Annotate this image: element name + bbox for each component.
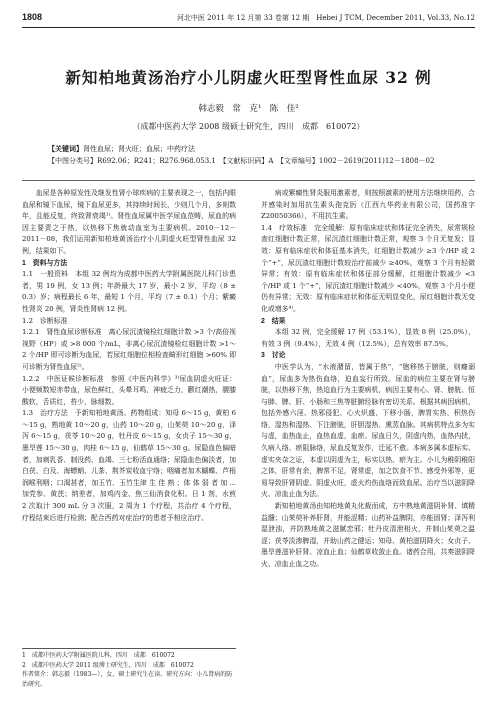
right-column [261,188,475,571]
footnote: 1 成都中医药大学附属医院儿科，四川 成都 610072 [22,652,175,659]
section-rule [22,180,475,181]
paragraph: 1.3 治疗方法 予新知柏地黄汤。药物组成：知母 6～15 g，黄柏 6～15 g，熟地黄 10～20 g，山药 10～20 g，山茱萸 10～20 g，泽泻 6～15 g，茯苓 10～20 g，牡丹皮 6～15 g，女贞子 15～30 g，墨旱莲 15～30 g，肉桂 6～15 g，仙鹤草 15～30 g。尿隐血色偏暗者，加刺乳香、制没药、血竭、三七粉活血通络；尿隐血色偏淡者，加白茯、白及、海螵蛸、儿茶、荆芥炭收血宁络；咽痛者加木蝴蝶、芦根润喉利咽；口渴甚者，加玉竹、玉竹生津 生 佳 熟 ；体 体 弱 者 加 ...加党参、黄芪；纳差者，加鸡内金、焦三仙消食化积。日 1 剂，水煎 2 次取汁 300 mL 分 3 次服，2 周为 1 个疗程，共治疗 4 个疗程，疗程结束后进行检测；配合西药对症治疗的患者予相应治疗。 [22,409,236,522]
journal-line: 河北中医 2011 年 12 月第 33 卷第 12 期 Hebei J TCM, December 2011, Vol.33, No.12 [176,14,475,22]
section-heading: 2 结果 [261,317,286,325]
left-column [22,188,236,524]
article-affiliation: （成都中医药大学 2008 级硕士研究生，四川 成都 610072） [132,122,365,131]
footnotes [22,648,236,689]
keywords-block [48,143,449,167]
paragraph: 1.1 一般资料 本组 32 例均为成都中医药大学附属医院儿科门诊患者，男 19 例，女 13 例；年龄最大 17 岁，最小 2 岁，平均（8 ± 0.3）岁；病程最长 6 年，最短 1 个月，平均（7 ± 0.1）个月；紫癜性肾炎 20 例，肾炎性肾病 12 例。 [22,270,236,313]
header-rule [22,27,475,28]
running-header [22,12,475,26]
section-heading: 3 讨论 [261,352,286,360]
paragraph: 病或紫癜性肾炎服用激素者，则按照激素的使用方法继续用药，合并感染时加用抗生素头孢克肟（江西九华药业有限公司，国药准字 Z20050366），不用抗生素。 [261,189,475,221]
footnote: 2 成都中医药大学 2011 级博士研究生，四川 成都 610072 [22,661,194,669]
footnote: 作者简介：韩志毅（1983—），女，硕士研究生在读。研究方向：小儿肾病的防治研究。 [22,671,233,688]
paragraph: 本组 32 例，完全缓解 17 例（53.1%），显效 8 例（25.0%），有效 3 例（9.4%），无效 4 例（12.5%），总有效率 87.5%。 [261,328,475,348]
classification-line: 【中图分类号】R692.06；R241；R276.968.053.1 【文献标识码】A 【文章编号】1002－2619(2011)12－1808－02 [48,157,435,165]
paragraph: 1.2 诊断标准 [22,316,68,325]
section-heading: 1 资料与方法 [22,259,68,267]
paragraph: 1.2.2 中医证候诊断标准 参照《中医内科学》³⁾尿血阴虚火旺证：小便频数短赤带血，尿色鲜红，头晕耳鸣，神疲乏力，颧红潮热，腰膝酸软，舌质红，苔少，脉细数。 [22,374,236,406]
paragraph: 1.4 疗效标准 完全缓解：原有临床症状和体征完全消失，尿常规检查红细胞计数正常，尿沉渣红细胞计数正常，观察 3 个月无复发；显效：原有临床症状和体征基本消失，红细胞计数减少 ≥3 个/HP 或 2 个“+”，尿沉渣红细胞计数较治疗前减少 ≥40%，观察 3 个月有轻微异常；有效：原有临床症状和体征部分缓解，红细胞计数减少 <3 个/HP 或 1 个“+”，尿沉渣红细胞计数减少 <40%，观察 3 个月小便仍有异常；无效：原有临床症状和体征无明显变化，尿红细胞计数无变化或增多⁴⁾。 [261,223,475,313]
keywords-label: 【关键词】 [48,144,83,153]
paragraph: 血尿是各种原发性及继发性肾小球疾病的主要表现之一，包括内眼血尿和镜下血尿，镜下血尿更多，其持续时间长，少则几个月，多则数年，且能反复，终致肾衰竭¹⁾。肾性血尿属中医学尿血范畴，尿血的病因主要责之于热，以热移下焦就动血室为主要病机。2010－12－2011－08，我们运用新知柏地黄汤治疗小儿阴虚火旺型肾性血尿 32 例，结果如下。 [22,189,236,255]
paragraph: 中医学认为，“水液潴留，皆属于热”，“胞移热于膀胱，则癃溺血”，尿血多为热伤血络，迫血妄行所致。尿血的病位主要在肾与膀胱，以热移下焦，热迫血行为主要病机，病因主要有心、肾、膀胱、恒与肺、脾、肝、小肠和三焦等脏腑经脉有密切关系。根据其病因病机，包括外感六淫、热邪侵犯、心火炽盛、下移小肠，脾胃实热、积热伤络，湿热和湿热、下注膀胱，肝胆湿热、熏蒸血脉。其病机特点多为实与虚，血热血止，血热血虚，血瘀。尿血日久，阴虚内热，血热内扰，久病入络、瘀阻脉络，尿血反复发作，迁延不愈。本病多属本虚标实、虚实夹杂之证，本虚以阴虚为主，标实以热、瘀为主。小儿为稚阴稚阳之体，肝常有余，脾常不足，肾常虚，加之饮食不节、感受外邪等，更易导致肝肾阴虚、阴虚火旺，虚火灼伤血络而致血尿。治疗当以滋阴降火、凉血止血为法。 [261,362,475,499]
keywords-text: 肾性血尿；肾火旺；血尿；中药疗法 [83,145,195,153]
page-number: 1808 [22,12,43,22]
paragraph: 1.2.1 肾性血尿诊断标准 离心尿沉渣镜检红细胞计数 >3 个/高倍视视野（HP）或 >8 000 个/mL，非离心尿沉渣镜检红细胞计数 >1～2 个/HP 即可诊断为血尿，若尿红细胞位相检查畸形红细胞 >60% 即可诊断为肾性血尿²⁾。 [22,328,236,371]
article-authors: 韩志毅 常 克¹ 陈 佳² [198,104,299,114]
article-title: 新知柏地黄汤治疗小儿阴虚火旺型肾性血尿 32 例 [65,68,432,87]
keywords-line [48,143,449,155]
paragraph: 新知柏地黄汤由知柏地黄丸化裁而成，方中熟地黄滋阴补肾、填精益髓；山茱萸补养肝肾，并能涩精；山药补益脾阴，亦能固肾；泽泻利湿泄浊，并防熟地黄之滋腻恋邪；牡丹皮清泄相火，并制山茱萸之温涩；茯苓淡渗脾湿，并助山药之健运；知母、黄柏滋阴降火；女贞子、墨旱莲滋补肝肾、凉血止血；仙鹤草收敛止血。诸药合用，共奏滋阴降火、凉血止血之功。 [261,502,475,568]
